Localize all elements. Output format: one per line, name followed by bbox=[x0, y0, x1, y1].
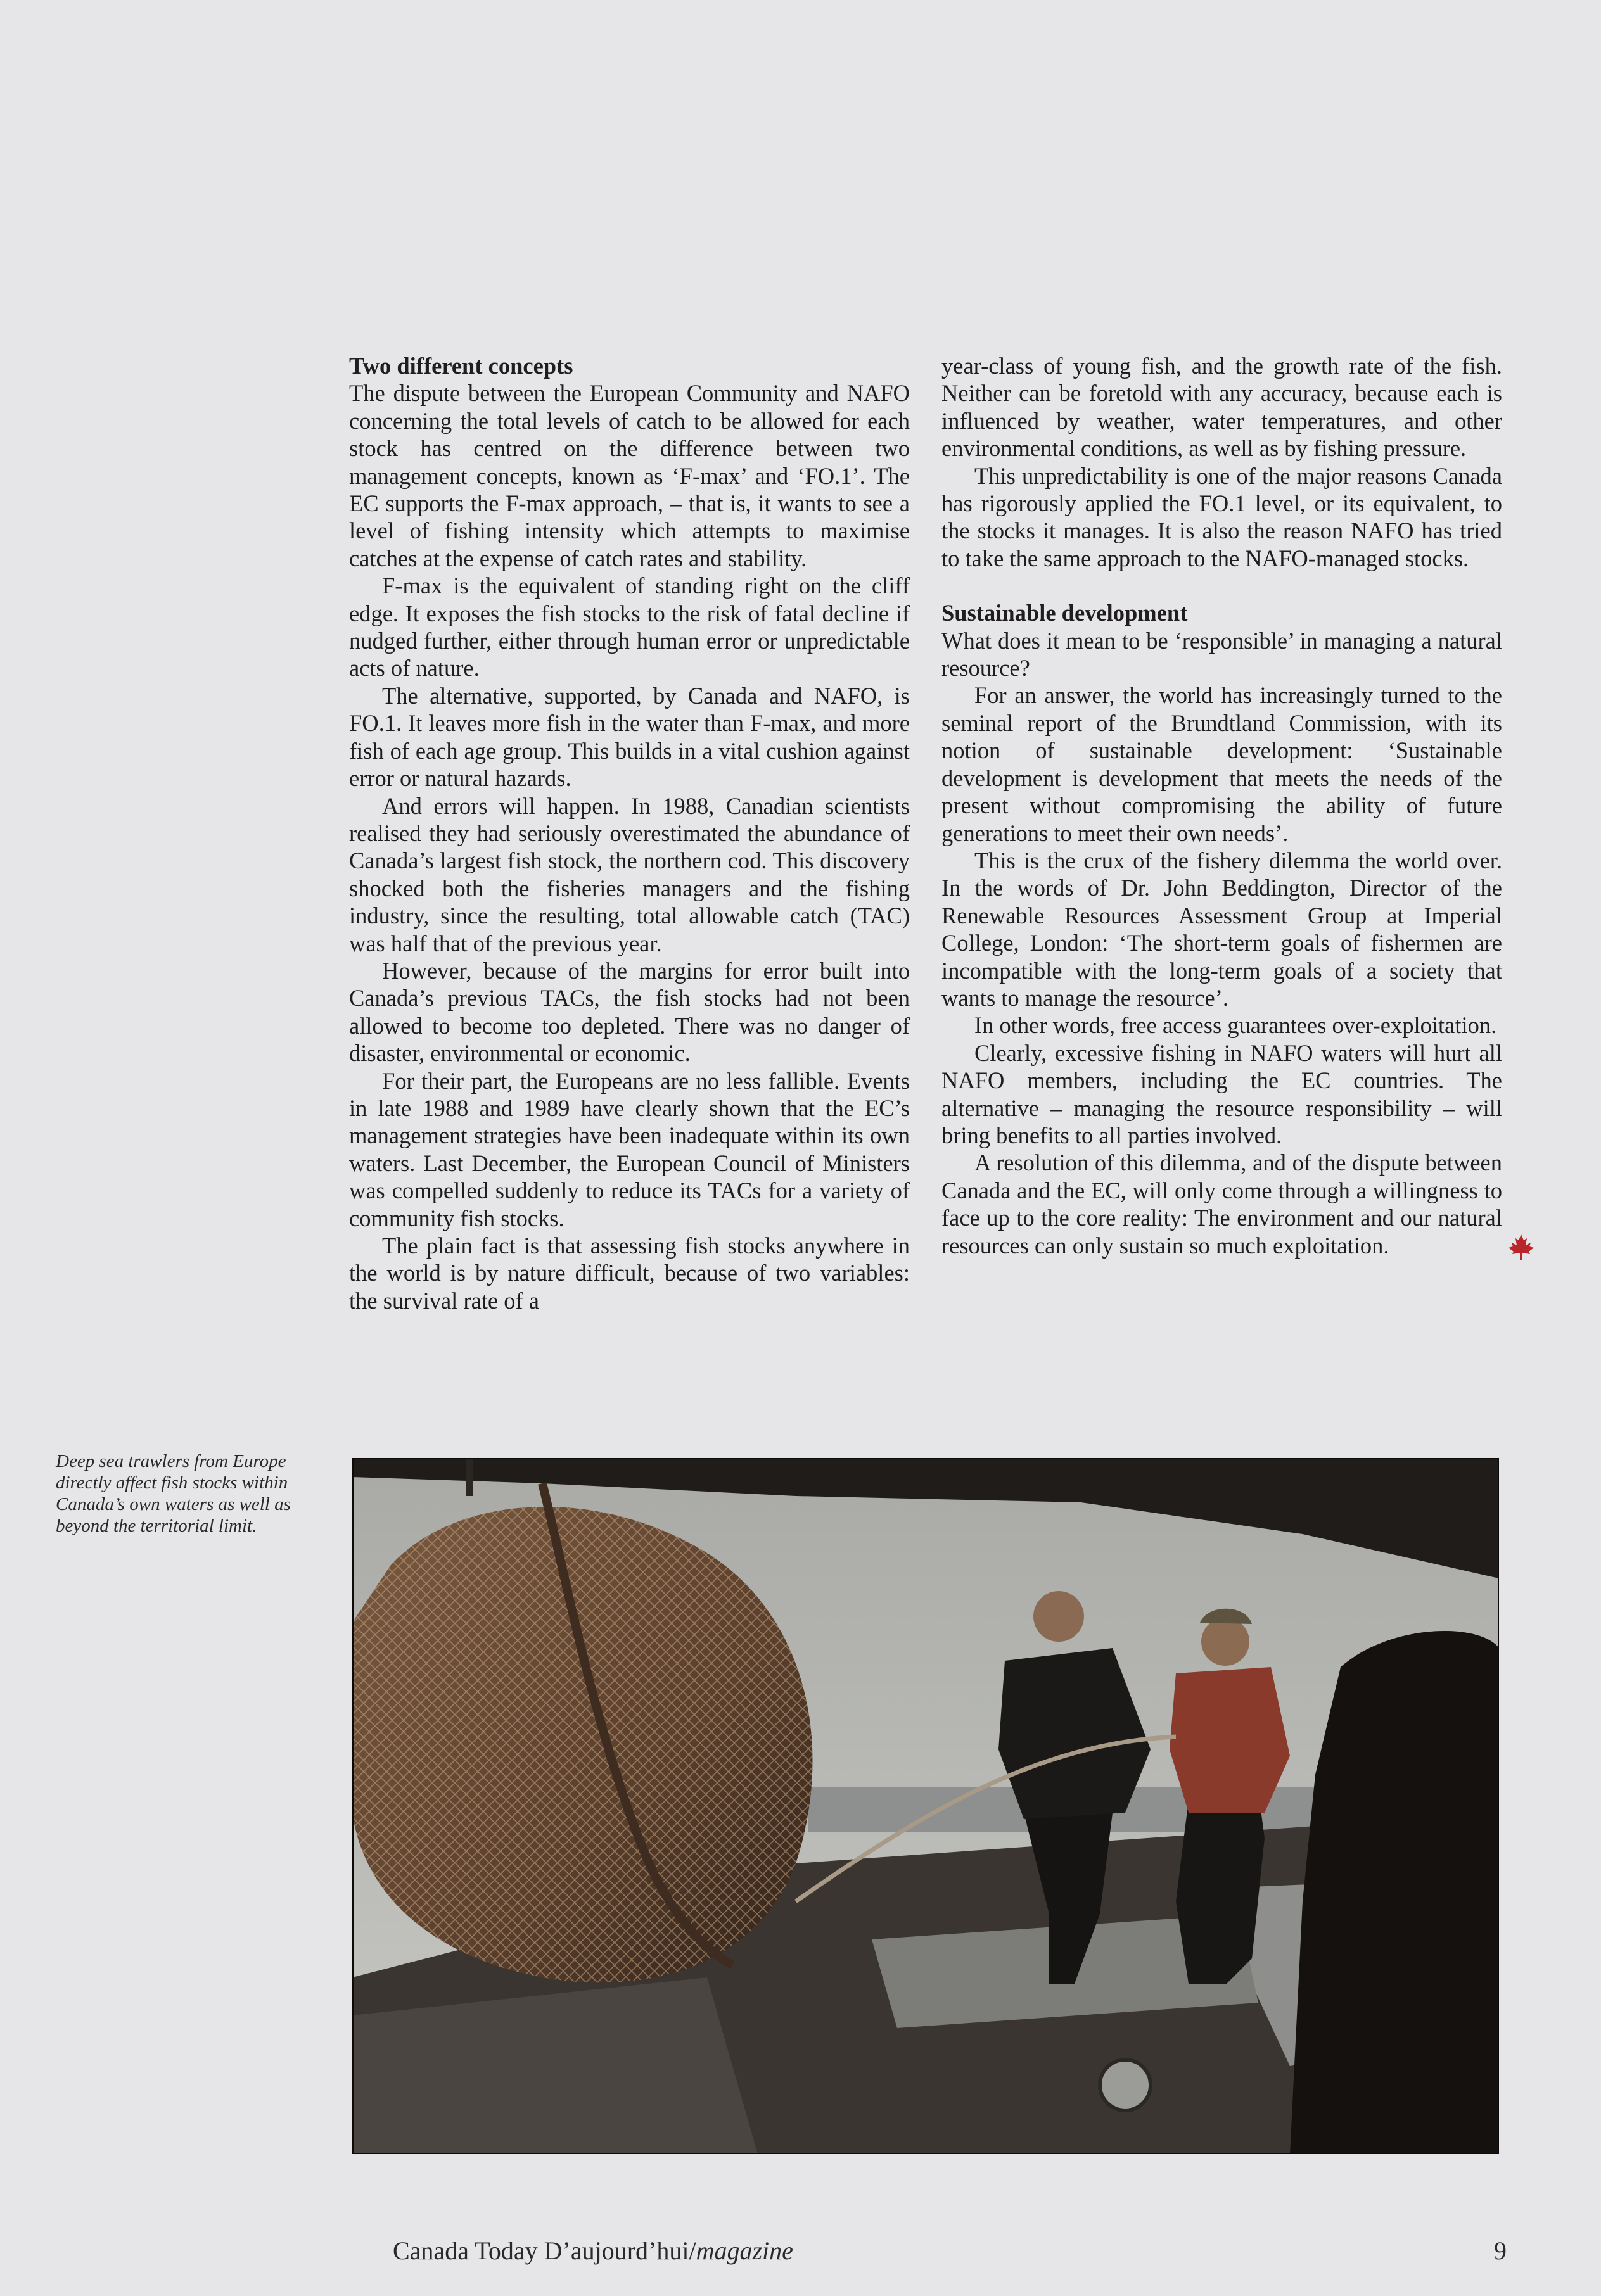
left-text-column bbox=[349, 352, 910, 1314]
right-text-column bbox=[941, 352, 1502, 1261]
body-paragraph: And errors will happen. In 1988, Canadian scientists realised they had seriously overestimated the abundance of Canada’s largest fish stock, the northern cod. This discovery shocked both the fisheries managers and the fishing industry, since the resulting, total allowable catch (TAC) was half that of the previous year. bbox=[349, 792, 910, 956]
body-paragraph: What does it mean to be ‘responsible’ in managing a natural resource? bbox=[941, 627, 1502, 682]
section-heading-two-concepts: Two different concepts bbox=[349, 353, 573, 379]
body-paragraph: F-max is the equivalent of standing right on the cliff edge. It exposes the fish stocks to the risk of fatal decline if nudged further, either through human error or unpredictable acts of nature. bbox=[349, 573, 910, 682]
body-paragraph: For an answer, the world has increasingly turned to the seminal report of the Brundtland Commission, with its notion of sustainable development: ‘Sustainable development is development that meets the needs of the present without compromising the ability of future generations to meet their own needs’. bbox=[941, 682, 1502, 846]
section-spacer bbox=[941, 572, 1502, 599]
publication-title bbox=[393, 2236, 793, 2266]
body-paragraph: The plain fact is that assessing fish stocks anywhere in the world is by nature difficult, because of two variables: the survival rate of a bbox=[349, 1233, 910, 1314]
body-paragraph: Clearly, excessive fishing in NAFO waters will hurt all NAFO members, including the EC countries. The alternative – managing the resource responsibility – will bring benefits to all parties involved. bbox=[941, 1039, 1502, 1148]
publication-title-roman: Canada Today D’aujourd’hui/ bbox=[393, 2236, 696, 2265]
publication-title-italic: magazine bbox=[696, 2236, 793, 2265]
final-paragraph-text: A resolution of this dilemma, and of the dispute between Canada and the EC, will only come through a willingness to face up to the core reality: The environment and our natural resources can only sustain so much exploitation. bbox=[941, 1150, 1502, 1259]
trawler-photo bbox=[352, 1458, 1499, 2154]
section-heading-sustainable-development: Sustainable development bbox=[941, 600, 1188, 626]
page-number: 9 bbox=[1494, 2236, 1507, 2265]
body-paragraph: The dispute between the European Community and NAFO concerning the total levels of catch to be allowed for each stock has centred on the difference between two management concepts, known as ‘F-max’ and ‘FO.1’. The EC supports the F-max approach, – that is, it wants to see a level of fishing intensity which attempts to maximise catches at the expense of catch rates and stability. bbox=[349, 380, 910, 571]
body-paragraph: The alternative, supported, by Canada and NAFO, is FO.1. It leaves more fish in the water than F-max, and more fish of each age group. This builds in a vital cushion against error or natural hazards. bbox=[349, 682, 910, 792]
body-paragraph: year-class of young fish, and the growth rate of the fish. Neither can be foretold with any accuracy, because each is influenced by weather, water temperatures, and other environmental conditions, as well as by fishing pressure. bbox=[941, 353, 1502, 462]
maple-leaf-icon bbox=[1474, 1233, 1502, 1261]
body-paragraph bbox=[941, 1149, 1502, 1259]
body-paragraph: This unpredictability is one of the major reasons Canada has rigorously applied the FO.1 level, or its equivalent, to the stocks it manages. It is also the reason NAFO has tried to take the same approach to the NAFO-managed stocks. bbox=[941, 462, 1502, 571]
photo-caption: Deep sea trawlers from Europe directly affect fish stocks within Canada’s own waters as well as beyond the territorial limit. bbox=[56, 1451, 291, 1536]
body-paragraph: However, because of the margins for error built into Canada’s previous TACs, the fish stocks had not been allowed to become too depleted. There was no danger of disaster, environmental or economic. bbox=[349, 957, 910, 1067]
body-paragraph: This is the crux of the fishery dilemma the world over. In the words of Dr. John Beddington, Director of the Renewable Resources Assessment Group at Imperial College, London: ‘The short-term goals of fishermen are incompatible with the long-term goals of a society that wants to manage the resource’. bbox=[941, 847, 1502, 1011]
body-paragraph: For their part, the Europeans are no less fallible. Events in late 1988 and 1989 have clearly shown that the EC’s management strategies have been inadequate within its own waters. Last December, the European Council of Ministers was compelled suddenly to reduce its TACs for a variety of community fish stocks. bbox=[349, 1067, 910, 1231]
body-paragraph: In other words, free access guarantees over-exploitation. bbox=[974, 1012, 1497, 1039]
